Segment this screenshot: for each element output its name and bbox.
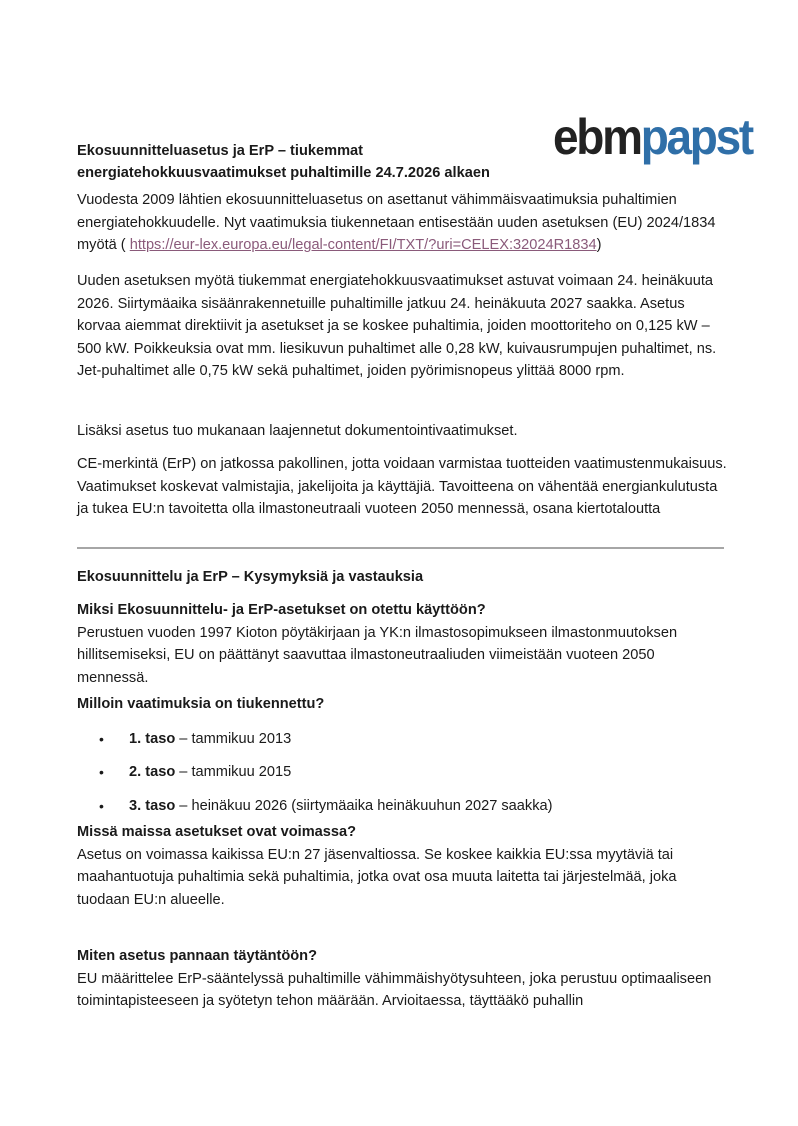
q3-question: Missä maissa asetukset ovat voimassa?	[77, 824, 357, 840]
eur-lex-link[interactable]: https://eur-lex.europa.eu/legal-content/FI/TXT/?uri=CELEX:32024R1834	[129, 237, 597, 253]
document-title	[77, 140, 490, 184]
title-line-2: energiatehokkuusvaatimukset puhaltimille 24.7.2026 alkaen	[77, 165, 490, 181]
faq-q4	[77, 945, 727, 1013]
intro-p2-text: Uuden asetuksen myötä tiukemmat energiatehokkuusvaatimukset astuvat voimaan 24. heinäkuuta 2026. Siirtymäaika sisäänrakennetuille puhaltimille jatkuu 24. heinäkuuta 2027 saakka. Asetus korvaa aiemmat direktiivit ja asetukset ja se koskee puhaltimia, joiden moottoriteho on 0,125 kW – 500 kW. Poikkeuksia ovat mm. liesikuvun puhaltimet alle 0,28 kW, kuivausrumpujen puhaltimet, ns. Jet-puhaltimet alle 0,75 kW sekä puhaltimet, joiden pyörimisnopeus ylittää 8000 rpm.	[77, 273, 717, 379]
level-label: 1. taso	[129, 730, 176, 747]
q4-question: Miten asetus pannaan täytäntöön?	[77, 948, 318, 964]
level-label: 2. taso	[129, 764, 176, 780]
q4-answer: EU määrittelee ErP-sääntelyssä puhaltimille vähimmäishyötysuhteen, joka perustuu optimaaliseen toimintapisteeseen ja syötetyn tehon määrään. Arvioitaessa, täyttääkö puhallin	[77, 970, 712, 1009]
level-text: – tammikuu 2015	[175, 764, 292, 780]
logo-papst: papst	[640, 109, 752, 165]
level-item	[77, 795, 727, 818]
ebmpapst-logo	[553, 109, 752, 165]
faq-heading	[77, 566, 727, 589]
level-label: 3. taso	[129, 797, 176, 814]
intro-paragraph-1	[77, 189, 727, 257]
q3-answer: Asetus on voimassa kaikissa EU:n 27 jäsenvaltiossa. Se koskee kaikkia EU:ssa myytäviä tai maahantuotuja puhaltimia sekä puhaltimia, jotka ovat osa muuta laitetta tai järjestelmää, joka tuodaan EU:n alueelle.	[77, 846, 677, 908]
logo-ebm: ebm	[553, 109, 641, 165]
intro-text: Vuodesta 2009 lähtien ekosuunnitteluasetus on asettanut vähimmäisvaatimuksia puhaltimien energiatehokkuudelle. Nyt vaatimuksia tiukennetaan entisestään uuden asetuksen (EU) 2024/1834 myötä (	[77, 192, 716, 253]
level-text: – heinäkuu 2026 (siirtymäaika heinäkuuhun 2027 saakka)	[175, 797, 553, 814]
q1-question: Miksi Ekosuunnittelu- ja ErP-asetukset on otettu käyttöön?	[77, 602, 486, 618]
faq-q2	[77, 693, 727, 817]
q2-question: Milloin vaatimuksia on tiukennettu?	[77, 696, 325, 712]
faq-heading-text: Ekosuunnittelu ja ErP – Kysymyksiä ja vastauksia	[77, 569, 424, 585]
intro-paragraph-2	[77, 270, 727, 383]
intro-text-end: )	[596, 237, 602, 253]
intro-p3-text: Lisäksi asetus tuo mukanaan laajennetut dokumentointivaatimukset.	[77, 423, 518, 439]
q1-answer: Perustuen vuoden 1997 Kioton pöytäkirjaan ja YK:n ilmastosopimukseen ilmastonmuutoksen hillitsemiseksi, EU on päättänyt saavuttaa ilmastoneutraaliuden viimeistään vuoteen 2050 mennessä.	[77, 624, 678, 686]
faq-q3	[77, 821, 727, 911]
level-text: – tammikuu 2013	[175, 730, 292, 747]
section-divider	[77, 547, 724, 549]
level-list	[77, 728, 727, 818]
intro-paragraph-3	[77, 420, 727, 443]
faq-q1	[77, 599, 727, 689]
level-item	[77, 761, 727, 784]
intro-paragraph-4	[77, 453, 727, 521]
level-item	[77, 728, 727, 751]
intro-p4-text: CE-merkintä (ErP) on jatkossa pakollinen, jotta voidaan varmistaa tuotteiden vaatimustenmukaisuus. Vaatimukset koskevat valmistajia, jakelijoita ja käyttäjiä. Tavoitteena on vähentää energiankulutusta ja tukea EU:n tavoitetta olla ilmastoneutraali vuoteen 2050 mennessä, osana kiertotaloutta	[77, 456, 727, 517]
title-line-1: Ekosuunnitteluasetus ja ErP – tiukemmat	[77, 143, 364, 159]
